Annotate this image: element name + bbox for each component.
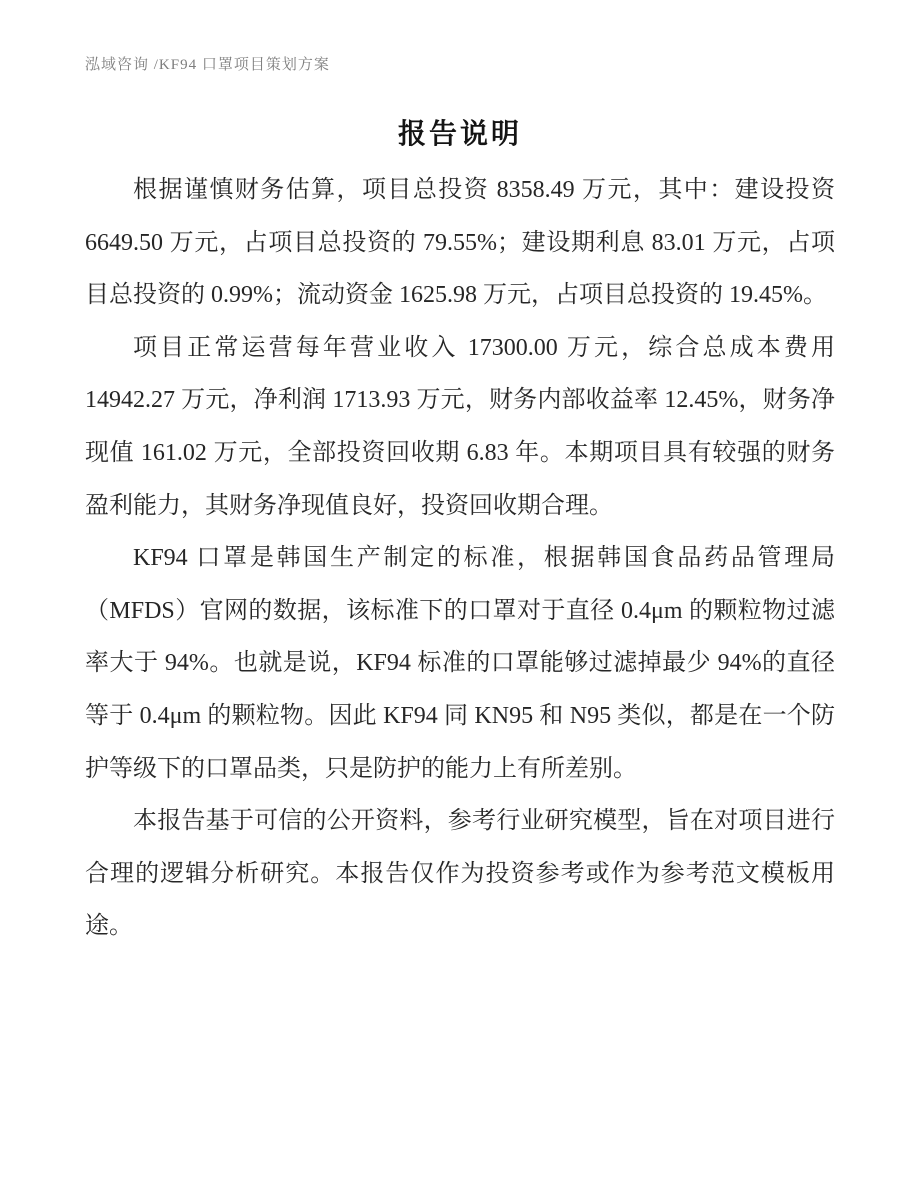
- paragraph-investment-summary: 根据谨慎财务估算，项目总投资 8358.49 万元，其中：建设投资 6649.50 万元，占项目总投资的 79.55%；建设期利息 83.01 万元，占项目总投资的 0.99%；流动资金 1625.98 万元，占项目总投资的 19.45%。: [85, 177, 835, 309]
- document-header-brand: 泓域咨询 /KF94 口罩项目策划方案: [85, 57, 330, 73]
- paragraph-operating-financials: 项目正常运营每年营业收入 17300.00 万元，综合总成本费用 14942.27 万元，净利润 1713.93 万元，财务内部收益率 12.45%，财务净现值 161.02 万元，全部投资回收期 6.83 年。本期项目具有较强的财务盈利能力，其财务净现值良好，投资回收期合理。: [85, 334, 835, 519]
- paragraph-report-disclaimer: 本报告基于可信的公开资料，参考行业研究模型，旨在对项目进行合理的逻辑分析研究。本报告仅作为投资参考或作为参考范文模板用途。: [85, 808, 835, 940]
- paragraph-kf94-standard: KF94 口罩是韩国生产制定的标准，根据韩国食品药品管理局（MFDS）官网的数据，该标准下的口罩对于直径 0.4μm 的颗粒物过滤率大于 94%。也就是说，KF94 标准的口罩能够过滤掉最少 94%的直径等于 0.4μm 的颗粒物。因此 KF94 同 KN95 和 N95 类似，都是在一个防护等级下的口罩品类，只是防护的能力上有所差别。: [85, 545, 835, 782]
- report-body: [85, 164, 835, 953]
- report-title: 报告说明: [397, 119, 522, 150]
